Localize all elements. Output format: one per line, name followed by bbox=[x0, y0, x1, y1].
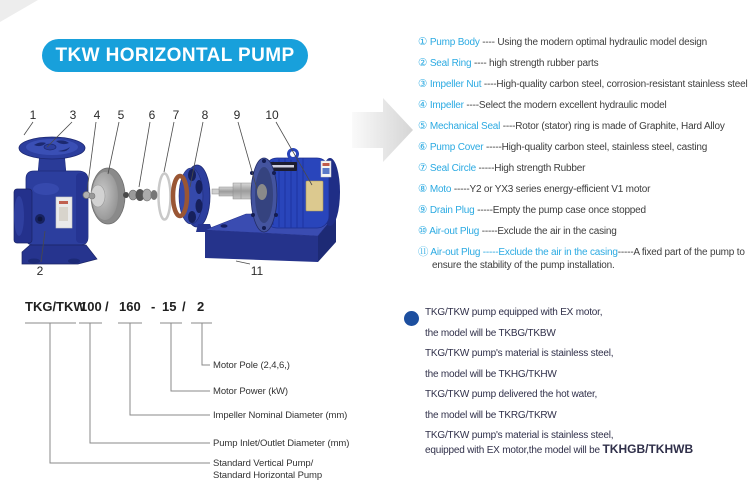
note-line bbox=[425, 328, 755, 340]
product-title-banner bbox=[42, 39, 308, 72]
part-description: ---- Using the modern optimal hydraulic model design bbox=[479, 37, 707, 48]
item-number: ⑥ bbox=[418, 141, 428, 153]
item-number: ⑪ bbox=[418, 246, 429, 258]
diagram-number-1: 1 bbox=[29, 108, 37, 122]
note-line bbox=[425, 348, 755, 360]
model-code-segment: / bbox=[105, 299, 109, 314]
part-description: ----Rotor (stator) ring is made of Graphite, Hard Alloy bbox=[500, 121, 725, 132]
model-code bbox=[25, 299, 204, 314]
note-line bbox=[425, 443, 755, 457]
part-description: ----Select the modern excellent hydraulic model bbox=[463, 100, 667, 111]
note-line bbox=[425, 307, 755, 319]
pump-cover-illustration bbox=[173, 165, 213, 232]
diagram-number-7: 7 bbox=[172, 108, 180, 122]
note-text: the model will be TKRG/TKRW bbox=[425, 409, 557, 421]
parts-list-item bbox=[418, 57, 756, 71]
part-description: -----High-quality carbon steel, stainless steel, casting bbox=[483, 142, 708, 153]
part-description: -----Exclude the air in the casing bbox=[479, 226, 617, 237]
model-code-segment: 100 bbox=[80, 299, 102, 314]
item-number: ② bbox=[418, 57, 428, 69]
model-code-segment: 2 bbox=[197, 299, 205, 314]
model-code-breakdown bbox=[0, 290, 370, 500]
corner-decoration bbox=[0, 0, 38, 22]
pump-body-illustration bbox=[14, 137, 97, 264]
diagram-number-2: 2 bbox=[36, 264, 44, 278]
part-description: -----High strength Rubber bbox=[475, 163, 586, 174]
parts-list-item bbox=[418, 141, 756, 155]
model-callout-labels bbox=[213, 360, 349, 481]
callout-motor-power: Motor Power (kW) bbox=[213, 386, 288, 397]
note-line bbox=[425, 389, 755, 401]
note-model-code-bold: TKHGB/TKHWB bbox=[602, 442, 694, 456]
callout-standard-horizontal: Standard Horizontal Pump bbox=[213, 470, 323, 481]
mechanical-seal-illustration bbox=[123, 189, 158, 201]
part-description: -----Empty the pump case once stopped bbox=[474, 205, 646, 216]
diagram-number-6: 6 bbox=[148, 108, 156, 122]
note-text: TKG/TKW pump's material is stainless steel, bbox=[425, 430, 614, 441]
callout-standard-vertical: Standard Vertical Pump/ bbox=[213, 458, 314, 469]
part-name: Air-out Plug -----Exclude the air in the casing bbox=[430, 247, 618, 258]
diagram-number-10: 10 bbox=[265, 108, 279, 122]
seal-circle-illustration bbox=[159, 174, 171, 220]
parts-list-item bbox=[418, 183, 756, 197]
bullet-icon bbox=[404, 311, 419, 326]
model-code-lines bbox=[25, 323, 212, 463]
parts-list-item bbox=[418, 78, 756, 92]
note-text: the model will be TKHG/TKHW bbox=[425, 368, 557, 380]
part-name: Mechanical Seal bbox=[429, 121, 501, 132]
part-name: Pump Cover bbox=[429, 142, 484, 153]
part-name: Impeller Nut bbox=[429, 79, 482, 90]
impeller-illustration bbox=[89, 168, 125, 224]
note-line bbox=[425, 410, 755, 422]
callout-impeller-diameter: Impeller Nominal Diameter (mm) bbox=[213, 410, 348, 421]
item-number: ⑨ bbox=[418, 204, 428, 216]
item-number: ⑤ bbox=[418, 120, 428, 132]
page-title: TKW HORIZONTAL PUMP bbox=[55, 44, 295, 66]
parts-list-item bbox=[418, 204, 756, 218]
arrow-right-icon bbox=[352, 98, 413, 162]
note-line bbox=[425, 430, 755, 442]
callout-motor-pole: Motor Pole (2,4,6,) bbox=[213, 360, 290, 371]
part-name: Seal Circle bbox=[429, 163, 476, 174]
part-name: Air-out Plug bbox=[429, 226, 480, 237]
diagram-number-9: 9 bbox=[233, 108, 241, 122]
parts-list-item bbox=[418, 225, 756, 239]
model-code-prefix: TKG/TKW bbox=[25, 299, 86, 314]
part-description: ----High-quality carbon steel, corrosion-resistant stainless steel bbox=[481, 79, 748, 90]
model-variant-notes bbox=[425, 307, 755, 466]
parts-list-item bbox=[418, 99, 756, 113]
part-name: Drain Plug bbox=[429, 205, 475, 216]
diagram-number-4: 4 bbox=[93, 108, 101, 122]
item-number: ① bbox=[418, 36, 428, 48]
item-number: ⑦ bbox=[418, 162, 428, 174]
parts-list-item bbox=[418, 120, 756, 134]
item-number: ⑧ bbox=[418, 183, 428, 195]
part-name: Pump Body bbox=[429, 37, 480, 48]
part-name: Impeller bbox=[429, 100, 464, 111]
note-text: TKG/TKW pump's material is stainless steel, bbox=[425, 348, 614, 359]
part-description-line2: ensure the stability of the pump installation. bbox=[432, 259, 615, 271]
item-number: ③ bbox=[418, 78, 428, 90]
part-description: -----Y2 or YX3 series energy-efficient V1 motor bbox=[451, 184, 651, 195]
note-text: the model will be TKBG/TKBW bbox=[425, 327, 556, 339]
part-description: ---- high strength rubber parts bbox=[471, 58, 599, 69]
diagram-number-5: 5 bbox=[117, 108, 125, 122]
diagram-number-3: 3 bbox=[69, 108, 77, 122]
parts-list-item bbox=[418, 36, 756, 50]
pump-exploded-diagram bbox=[0, 95, 420, 295]
motor-illustration bbox=[250, 150, 340, 233]
parts-list bbox=[418, 36, 756, 280]
model-code-segment: / bbox=[182, 299, 186, 314]
item-number: ⑩ bbox=[418, 225, 428, 237]
item-number: ④ bbox=[418, 99, 428, 111]
diagram-number-8: 8 bbox=[201, 108, 209, 122]
part-description: -----A fixed part of the pump to bbox=[617, 247, 745, 258]
parts-list-item bbox=[418, 162, 756, 176]
callout-inlet-outlet: Pump Inlet/Outlet Diameter (mm) bbox=[213, 438, 350, 449]
model-code-segment: - bbox=[151, 299, 156, 314]
diagram-number-11: 11 bbox=[250, 264, 264, 278]
note-text: TKG/TKW pump delivered the hot water, bbox=[425, 389, 598, 400]
parts-list-item bbox=[418, 246, 756, 272]
part-name: Moto bbox=[429, 184, 452, 195]
model-code-segment: 160 bbox=[119, 299, 141, 314]
model-code-segment: 15 bbox=[162, 299, 177, 314]
note-text: equipped with EX motor,the model will be bbox=[425, 445, 603, 456]
note-text: TKG/TKW pump equipped with EX motor, bbox=[425, 307, 603, 318]
part-name: Seal Ring bbox=[429, 58, 472, 69]
note-line bbox=[425, 369, 755, 381]
